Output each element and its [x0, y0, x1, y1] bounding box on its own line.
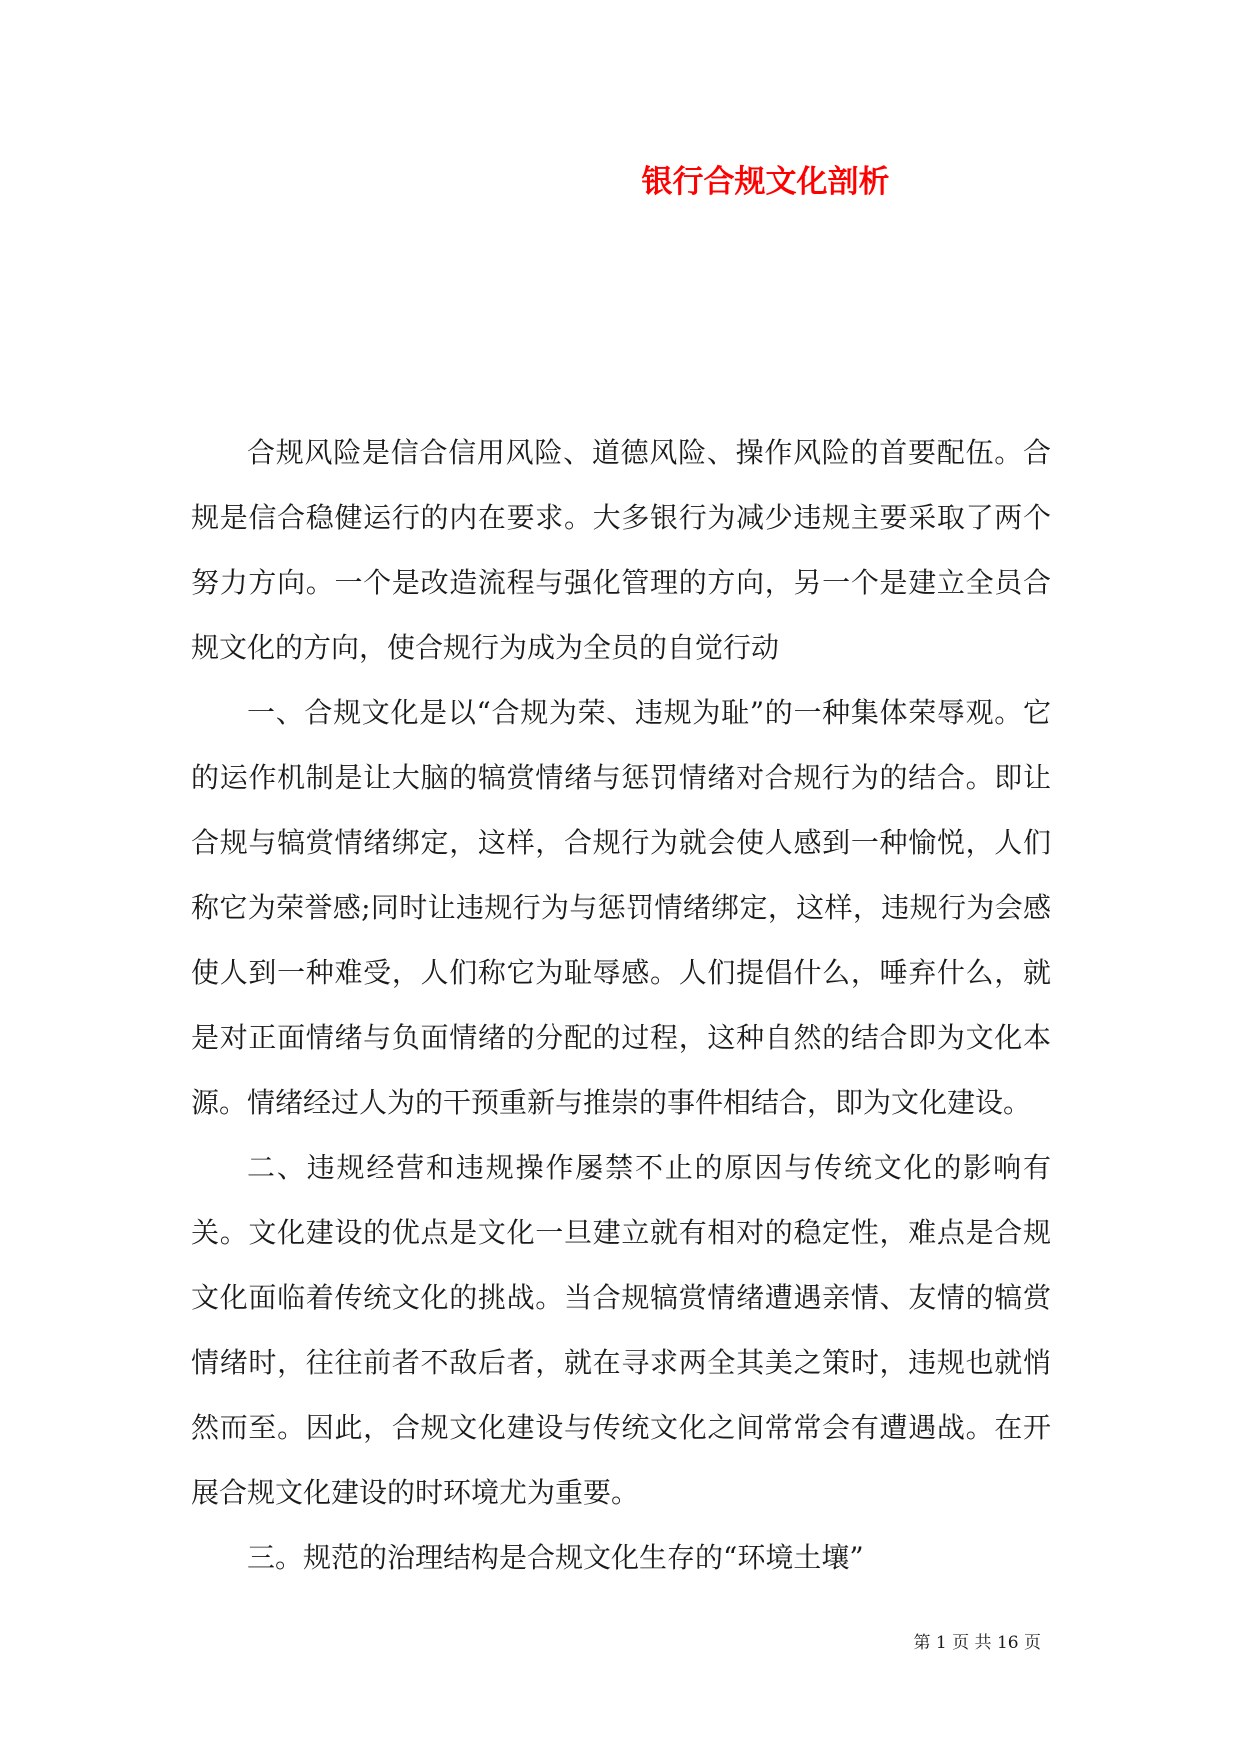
document-body — [191, 420, 1051, 1590]
paragraph-section-1: 一、合规文化是以“合规为荣、违规为耻”的一种集体荣辱观。它的运作机制是让大脑的犒赏情绪与惩罚情绪对合规行为的结合。即让合规与犒赏情绪绑定，这样，合规行为就会使人感到一种愉悦，人们称它为荣誉感;同时让违规行为与惩罚情绪绑定，这样，违规行为会感使人到一种难受，人们称它为耻辱感。人们提倡什么，唾弃什么，就是对正面情绪与负面情绪的分配的过程，这种自然的结合即为文化本源。情绪经过人为的干预重新与推崇的事件相结合，即为文化建设。 — [191, 696, 1051, 1119]
paragraph-section-3: 三。规范的治理结构是合规文化生存的“环境土壤” — [247, 1541, 864, 1574]
paragraph-section-2: 二、违规经营和违规操作屡禁不止的原因与传统文化的影响有关。文化建设的优点是文化一旦建立就有相对的稳定性，难点是合规文化面临着传统文化的挑战。当合规犒赏情绪遭遇亲情、友情的犒赏情绪时，往往前者不敌后者，就在寻求两全其美之策时，违规也就悄然而至。因此，合规文化建设与传统文化之间常常会有遭遇战。在开展合规文化建设的时环境尤为重要。 — [191, 1151, 1051, 1509]
paragraph-intro: 合规风险是信合信用风险、道德风险、操作风险的首要配伍。合规是信合稳健运行的内在要求。大多银行为减少违规主要采取了两个努力方向。一个是改造流程与强化管理的方向，另一个是建立全员合规文化的方向，使合规行为成为全员的自觉行动 — [191, 436, 1051, 664]
document-title: 银行合规文化剖析 — [641, 164, 890, 200]
page-number-footer: 第 1 页 共 16 页 — [913, 1633, 1041, 1653]
